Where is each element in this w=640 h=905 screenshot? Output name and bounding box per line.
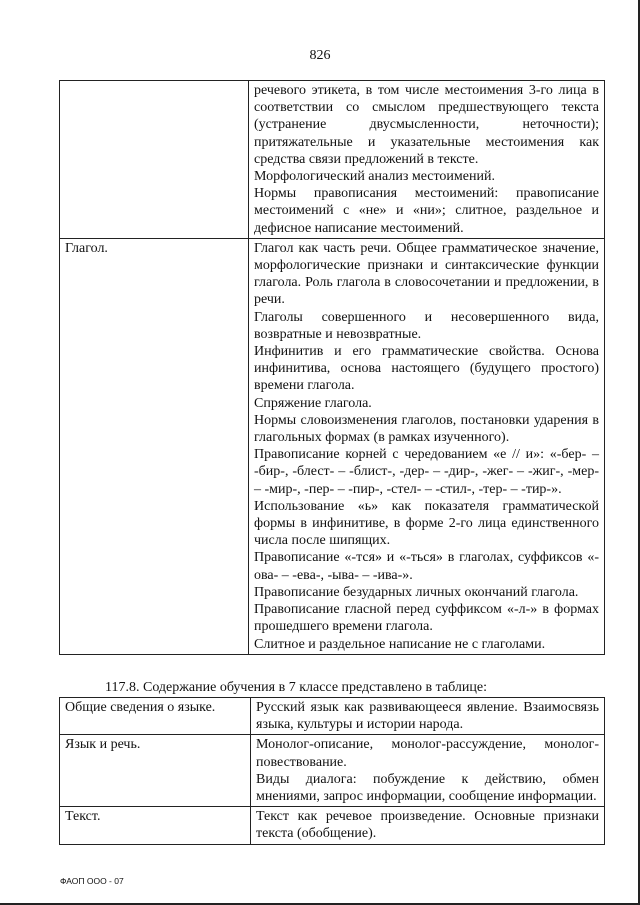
table-row <box>60 735 605 807</box>
content-cell <box>251 807 605 844</box>
content-paragraph: Глагол как часть речи. Общее грамматическое значение, морфологические признаки и синтаксические функции глагола. Роль глагола в словосочетании и предложении, в речи. <box>254 240 599 308</box>
curriculum-table-continued <box>59 80 605 655</box>
content-cell <box>249 81 605 239</box>
content-paragraph: Слитное и раздельное написание не с глаголами. <box>254 636 546 652</box>
content-cell <box>249 238 605 654</box>
content-paragraph: Правописание «-тся» и «-ться» в глаголах, суффиксов «-ова- – -ева-, -ыва- – -ива-». <box>254 550 599 583</box>
content-paragraph: Правописание корней с чередованием «е // и»: «-бер- – -бир-, -блест- – -блист-, -дер- – -дир-, -жег- – -жиг-, -мер- – -мир-, -пер- – -пир-, -стел- – -стил-, -тер- – -тир-». <box>254 447 599 497</box>
topic-cell: Язык и речь. <box>60 735 251 807</box>
content-paragraph: Морфологический анализ местоимений. <box>254 169 495 185</box>
content-paragraph: Спряжение глагола. <box>254 395 372 411</box>
page-number: 826 <box>309 48 331 63</box>
content-cell <box>251 735 605 807</box>
content-paragraph: Монолог-описание, монолог-рассуждение, монолог-повествование. <box>256 737 599 770</box>
content-paragraph: Правописание безударных личных окончаний глагола. <box>254 584 579 600</box>
content-cell <box>251 698 605 735</box>
content-paragraph: Глаголы совершенного и несовершенного вида, возвратные и невозвратные. <box>254 309 599 342</box>
content-paragraph: Виды диалога: побуждение к действию, обмен мнениями, запрос информации, сообщение информации. <box>256 771 599 805</box>
table-row <box>60 807 605 844</box>
content-paragraph: Правописание гласной перед суффиксом «-л-» в формах прошедшего времени глагола. <box>254 602 599 635</box>
topic-cell: Текст. <box>60 807 251 844</box>
table-row <box>60 81 605 239</box>
content-paragraph: речевого этикета, в том числе местоимения 3-го лица в соответствии со смыслом предшествующего текста (устранение двусмысленности, неточности); притяжательные и указательные местоимения как средства связи предложений в тексте. <box>254 83 599 167</box>
document-code-footer: ФАОП ООО - 07 <box>60 876 124 886</box>
content-paragraph: Инфинитив и его грамматические свойства. Основа инфинитива, основа настоящего (будущего простого) времени глагола. <box>254 344 599 394</box>
table-row <box>60 698 605 735</box>
content-paragraph: Нормы словоизменения глаголов, постановки ударения в глагольных формах (в рамках изученного). <box>254 412 599 446</box>
content-paragraph: Текст как речевое произведение. Основные признаки текста (обобщение). <box>256 809 599 842</box>
content-paragraph: Русский язык как развивающееся явление. Взаимосвязь языка, культуры и истории народа. <box>256 700 599 733</box>
curriculum-table-grade-7 <box>59 697 605 845</box>
content-paragraph: Нормы правописания местоимений: правописание местоимений с «не» и «ни»; слитное, раздельное и дефисное написание местоимений. <box>254 186 599 236</box>
topic-cell: Общие сведения о языке. <box>60 698 251 735</box>
table-row <box>60 238 605 654</box>
topic-cell: Глагол. <box>60 238 249 654</box>
section-caption: 117.8. Содержание обучения в 7 классе представлено в таблице: <box>105 680 487 695</box>
topic-cell <box>60 81 249 239</box>
content-paragraph: Использование «ь» как показателя грамматической формы в инфинитиве, в форме 2-го лица единственного числа после шипящих. <box>254 498 599 549</box>
